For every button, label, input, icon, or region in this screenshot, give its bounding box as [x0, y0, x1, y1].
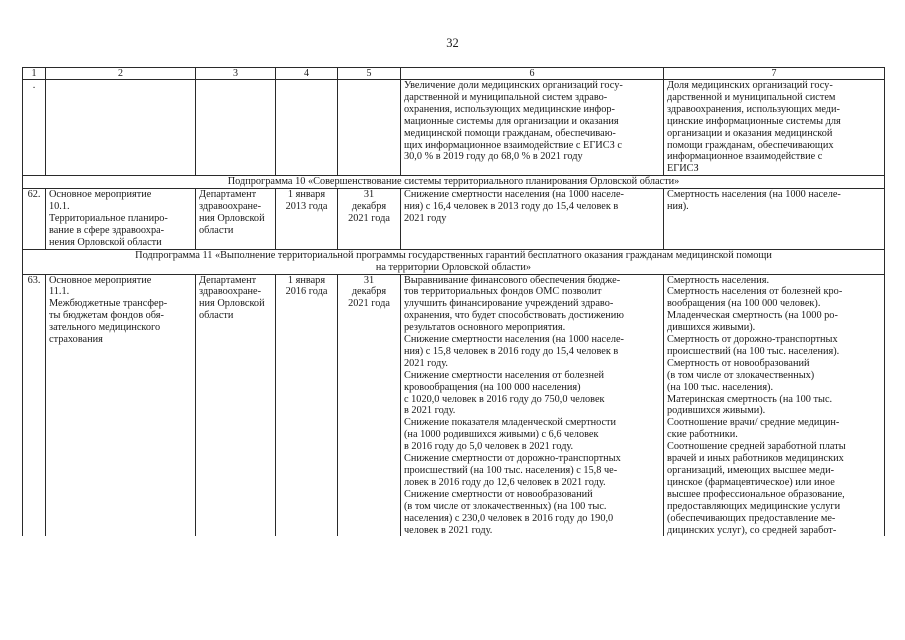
row-number: 62. — [23, 189, 46, 250]
cell-text-line: Департамент — [199, 274, 257, 286]
cell-text-line: области — [199, 224, 234, 236]
cell-empty — [276, 80, 338, 176]
cell-empty — [338, 80, 401, 176]
cell-text-line: информационное взаимодействие с — [667, 151, 823, 163]
column-number-row — [23, 68, 885, 80]
cell-text-line: происшествий (на 100 тыс. населения) с 15,8 че- — [404, 465, 618, 476]
cell-text-line: родившихся живыми). — [667, 405, 766, 417]
cell-text-line: (в том числе от злокачественных) (на 100 тыс. — [404, 500, 607, 512]
cell-text-line: Смертность от дорожно-транспортных — [667, 334, 838, 346]
subprogram-title — [23, 176, 885, 189]
end-date-cell — [338, 274, 401, 536]
cell-text-line: Младенческая смертность (на 1000 ро- — [667, 310, 838, 322]
cell-text-line: ловек в 2016 году до 12,6 человек в 2021 году. — [404, 476, 606, 488]
column-number: 5 — [338, 68, 401, 80]
expected-result-cell — [401, 274, 664, 536]
cell-text-line: здравоохранения, использующих меди- — [667, 103, 840, 115]
row-number: . — [23, 80, 46, 176]
column-number: 2 — [46, 68, 196, 80]
cell-text-line: 1 января — [287, 189, 326, 201]
table-row-continued — [23, 80, 885, 176]
cell-text-line: (обеспечивающих предоставление ме- — [667, 512, 836, 524]
cell-text-line: улучшить финансирование учреждений здраво- — [404, 298, 614, 310]
column-number: 4 — [276, 68, 338, 80]
cell-text-line: здравоохране- — [199, 201, 262, 213]
cell-text-line: в 2016 году до 5,0 человек в 2021 году. — [404, 441, 574, 453]
cell-text-line: Территориальное планиро- — [49, 212, 168, 224]
expected-result-cell — [401, 189, 664, 250]
cell-text-line: в 2021 году. — [404, 405, 456, 417]
cell-text-line: ские работники. — [667, 429, 738, 441]
cell-text-line: ния). — [667, 201, 689, 213]
indicator-cell — [664, 80, 885, 176]
cell-text-line: медицинской помощи гражданам, обеспечиваю- — [404, 127, 616, 139]
cell-text-line: вание в сфере здравоохра- — [49, 224, 165, 236]
start-date-cell — [276, 189, 338, 250]
cell-text-line: 31 — [363, 274, 375, 286]
column-number: 3 — [196, 68, 276, 80]
cell-text-line: Подпрограмма 11 «Выполнение территориальной программы государственных гарантий бесплатного оказания гражданам медицинской помощи — [135, 249, 772, 261]
subprogram-title — [23, 249, 885, 274]
cell-text-line: 2021 года — [348, 298, 390, 310]
cell-text-line: 11.1. — [49, 286, 70, 298]
indicator-cell — [664, 274, 885, 536]
cell-text-line: дарственной и муниципальной систем — [667, 91, 836, 103]
cell-text-line: охранения, что будет способствовать достижению — [404, 310, 624, 322]
cell-text-line: 30,0 % в 2019 году до 68,0 % в 2021 году — [404, 151, 583, 163]
cell-text-line: Основное мероприятие — [49, 189, 152, 201]
indicator-cell — [664, 189, 885, 250]
cell-text-line: дицинских услуг), со средней заработ- — [667, 524, 837, 536]
cell-text-line: мационные системы для организации и оказания — [404, 115, 619, 127]
cell-text-line: Снижение смертности населения от болезней — [404, 369, 605, 381]
cell-text-line: Снижение смертности от дорожно-транспортных — [404, 453, 621, 465]
cell-text-line: Подпрограмма 10 «Совершенствование системы территориального планирования Орловской области» — [227, 176, 680, 188]
cell-text-line: 2016 года — [285, 286, 328, 298]
table-row — [23, 189, 885, 250]
cell-text-line: Увеличение доли медицинских организаций госу- — [404, 80, 623, 91]
executor-cell — [196, 274, 276, 536]
cell-text-line: ЕГИСЗ — [667, 163, 699, 175]
end-date-cell — [338, 189, 401, 250]
cell-text-line: Снижение смертности от новообразований — [404, 488, 593, 500]
cell-text-line: Выравнивание финансового обеспечения бюдже- — [404, 274, 621, 286]
cell-text-line: 2021 году. — [404, 357, 448, 369]
cell-text-line: области — [199, 310, 234, 322]
cell-text-line: щих информационное взаимодействие с ЕГИСЗ с — [404, 139, 622, 151]
cell-text-line: ния Орловской — [199, 298, 265, 310]
cell-text-line: ты бюджетам фондов обя- — [49, 310, 164, 322]
cell-text-line: Снижение показателя младенческой смертности — [404, 417, 617, 429]
subprogram-row — [23, 176, 885, 189]
cell-text-line: вообращения (на 100 000 человек). — [667, 298, 821, 310]
cell-text-line: Материнская смертность (на 100 тыс. — [667, 393, 833, 405]
cell-text-line: помощи гражданам, обеспечивающих — [667, 139, 834, 151]
cell-text-line: населения) с 230,0 человек в 2016 году до 190,0 — [404, 512, 614, 524]
cell-text-line: (в том числе от злокачественных) — [667, 369, 815, 381]
cell-text-line: Департамент — [199, 189, 257, 201]
cell-text-line: 1 января — [287, 274, 326, 286]
cell-text-line: нения Орловской области — [49, 236, 162, 248]
expected-result-cell — [401, 80, 664, 176]
cell-text-line: здравоохране- — [199, 286, 262, 298]
cell-text-line: 2013 года — [285, 201, 328, 213]
table-row — [23, 274, 885, 536]
cell-text-line: (на 100 тыс. населения). — [667, 381, 774, 393]
column-number: 1 — [23, 68, 46, 80]
cell-text-line: Смертность от новообразований — [667, 357, 810, 369]
cell-empty — [196, 80, 276, 176]
cell-text-line: цинские информационные системы для — [667, 115, 841, 127]
cell-text-line: предоставляющих медицинские услуги — [667, 500, 841, 512]
measure-name-cell — [46, 189, 196, 250]
cell-text-line: ния) с 16,4 человек в 2013 году до 15,4 человек в — [404, 201, 619, 213]
cell-text-line: Смертность населения от болезней кро- — [667, 286, 843, 298]
cell-text-line: зательного медицинского — [49, 322, 161, 334]
cell-text-line: (на 1000 родившихся живыми) с 6,6 человек — [404, 429, 599, 441]
start-date-cell — [276, 274, 338, 536]
cell-text-line: страхования — [49, 334, 103, 346]
cell-text-line: результатов основного мероприятия. — [404, 322, 566, 334]
cell-text-line: цинское (фармацевтическое) или иное — [667, 476, 835, 488]
cell-text-line: дарственной и муниципальной систем здраво- — [404, 91, 608, 103]
cell-text-line: Доля медицинских организаций госу- — [667, 80, 833, 91]
cell-text-line: Снижение смертности населения (на 1000 населе- — [404, 334, 624, 346]
cell-text-line: с 1020,0 человек в 2016 году до 750,0 человек — [404, 393, 605, 405]
measure-name-cell — [46, 274, 196, 536]
cell-text-line: Снижение смертности населения (на 1000 населе- — [404, 189, 624, 201]
cell-text-line: ния) с 15,8 человек в 2016 году до 15,4 человек в — [404, 345, 619, 357]
cell-text-line: организации и оказания медицинской — [667, 127, 833, 139]
cell-text-line: 2021 году — [404, 212, 447, 224]
cell-text-line: 31 — [363, 189, 375, 201]
cell-text-line: врачей и иных работников медицинских — [667, 453, 844, 465]
cell-text-line: организаций, имеющих высшее меди- — [667, 465, 835, 476]
cell-text-line: на территории Орловской области» — [375, 261, 532, 273]
cell-text-line: Смертность населения (на 1000 населе- — [667, 189, 841, 201]
cell-text-line: Смертность населения. — [667, 274, 770, 286]
cell-text-line: кровообращения (на 100 000 населения) — [404, 381, 581, 393]
cell-text-line: дившихся живыми). — [667, 322, 756, 334]
cell-text-line: ния Орловской — [199, 212, 265, 224]
column-number: 6 — [401, 68, 664, 80]
cell-text-line: происшествий (на 100 тыс. населения). — [667, 345, 840, 357]
page-number: 32 — [446, 36, 459, 50]
measures-table — [22, 67, 885, 536]
cell-text-line: высшее профессиональное образование, — [667, 488, 845, 500]
cell-text-line: Соотношение средней заработной платы — [667, 441, 846, 453]
cell-text-line: 2021 года — [348, 212, 390, 224]
cell-text-line: 10.1. — [49, 201, 70, 213]
cell-text-line: охранения, использующих медицинские инфор- — [404, 103, 615, 115]
cell-text-line: человек в 2021 году. — [404, 524, 493, 536]
cell-empty — [46, 80, 196, 176]
cell-text-line: Основное мероприятие — [49, 274, 152, 286]
cell-text-line: декабря — [351, 286, 387, 298]
executor-cell — [196, 189, 276, 250]
subprogram-row — [23, 249, 885, 274]
row-number: 63. — [23, 274, 46, 536]
column-number: 7 — [664, 68, 885, 80]
cell-text-line: Межбюджетные трансфер- — [49, 298, 168, 310]
cell-text-line: тов территориальных фондов ОМС позволит — [404, 286, 602, 298]
cell-text-line: декабря — [351, 201, 387, 213]
cell-text-line: Соотношение врачи/ средние медицин- — [667, 417, 840, 429]
